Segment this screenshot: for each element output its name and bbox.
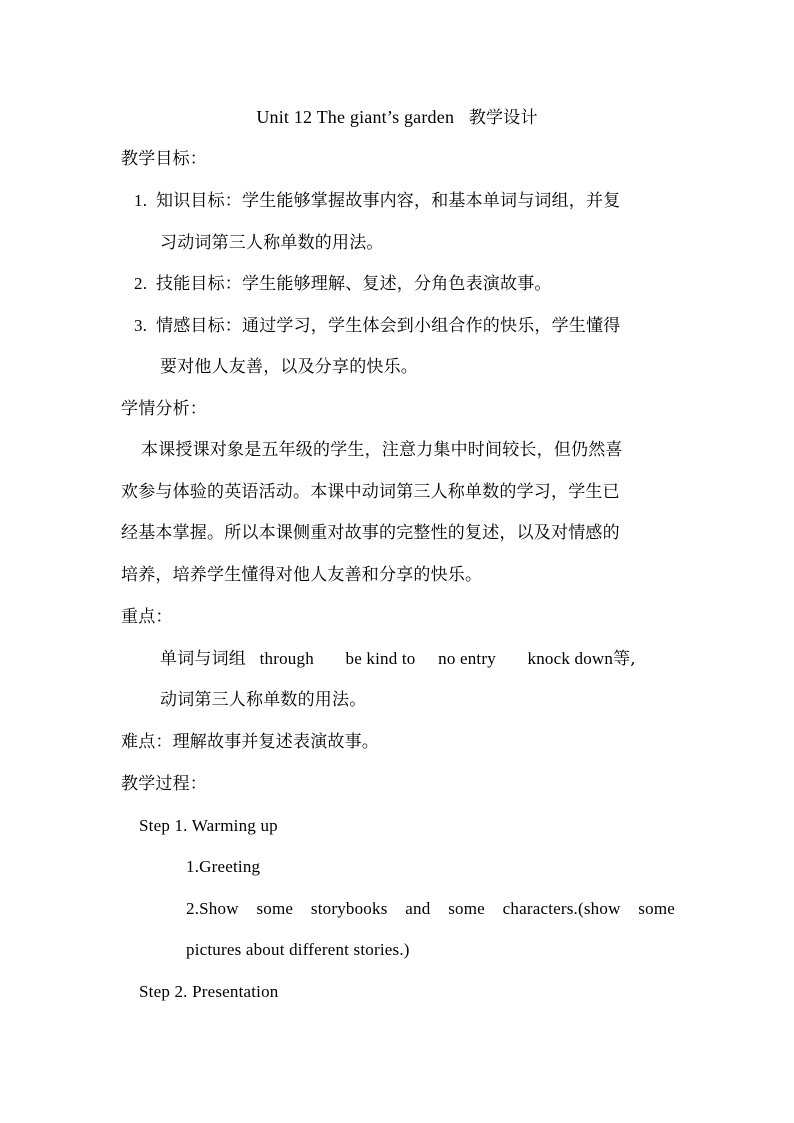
objective-item-3-text-line2: 要对他人友善，以及分享的快乐。 bbox=[160, 357, 418, 377]
step-2-title: Step 2. Presentation bbox=[139, 982, 279, 1001]
analysis-heading: 学情分析： bbox=[121, 399, 207, 419]
analysis-line-4: 培养，培养学生懂得对他人友善和分享的快乐。 bbox=[121, 565, 483, 585]
objective-item-3 bbox=[134, 315, 620, 337]
vocab-through: through bbox=[259, 649, 314, 668]
objective-item-3-number: 3. bbox=[134, 316, 148, 335]
vocab-be-kind-to: be kind to bbox=[345, 649, 416, 668]
analysis-line-1: 本课授课对象是五年级的学生，注意力集中时间较长，但仍然喜 bbox=[141, 440, 623, 460]
objective-item-1-text-line2: 习动词第三人称单数的用法。 bbox=[160, 233, 384, 253]
vocab-knock-down: knock down bbox=[527, 649, 614, 668]
objective-item-2 bbox=[134, 273, 552, 295]
key-points-vocab-line bbox=[160, 648, 636, 670]
step-1-item-2-line1 bbox=[186, 898, 675, 920]
vocab-suffix: 等, bbox=[613, 649, 636, 669]
document-title-chinese: 教学设计 bbox=[468, 108, 538, 128]
step-1-title: Step 1. Warming up bbox=[139, 816, 278, 835]
document-title-english: Unit 12 The giant’s garden bbox=[256, 107, 455, 127]
step-1-item-2-line2: pictures about different stories.) bbox=[186, 940, 410, 959]
key-points-line-2: 动词第三人称单数的用法。 bbox=[160, 690, 367, 710]
difficulty-line bbox=[121, 731, 379, 753]
objective-item-2-text: 技能目标：学生能够理解、复述，分角色表演故事。 bbox=[156, 274, 552, 294]
key-points-vocab-label: 单词与词组 bbox=[160, 649, 246, 669]
analysis-line-2: 欢参与体验的英语活动。本课中动词第三人称单数的学习，学生已 bbox=[121, 482, 620, 502]
objective-item-1-number: 1. bbox=[134, 191, 148, 210]
objective-item-1 bbox=[134, 190, 620, 212]
step-1-item-1: 1.Greeting bbox=[186, 857, 261, 876]
step-1-item-2-text: 2.Show some storybooks and some characters.(show some bbox=[186, 899, 675, 918]
step-1-item-2-justified bbox=[186, 898, 675, 920]
objective-item-3-text-line1: 情感目标：通过学习，学生体会到小组合作的快乐，学生懂得 bbox=[156, 316, 621, 336]
document-title bbox=[0, 106, 794, 129]
process-heading: 教学过程： bbox=[121, 774, 207, 794]
objective-item-1-text-line1: 知识目标：学生能够掌握故事内容，和基本单词与词组，并复 bbox=[156, 191, 621, 211]
objective-item-2-number: 2. bbox=[134, 274, 148, 293]
key-points-heading: 重点： bbox=[121, 607, 173, 627]
difficulty-text: 理解故事并复述表演故事。 bbox=[172, 732, 380, 752]
vocab-no-entry: no entry bbox=[438, 649, 496, 668]
analysis-line-3: 经基本掌握。所以本课侧重对故事的完整性的复述，以及对情感的 bbox=[121, 523, 620, 543]
difficulty-heading: 难点： bbox=[121, 732, 173, 752]
objectives-heading: 教学目标： bbox=[121, 149, 207, 169]
